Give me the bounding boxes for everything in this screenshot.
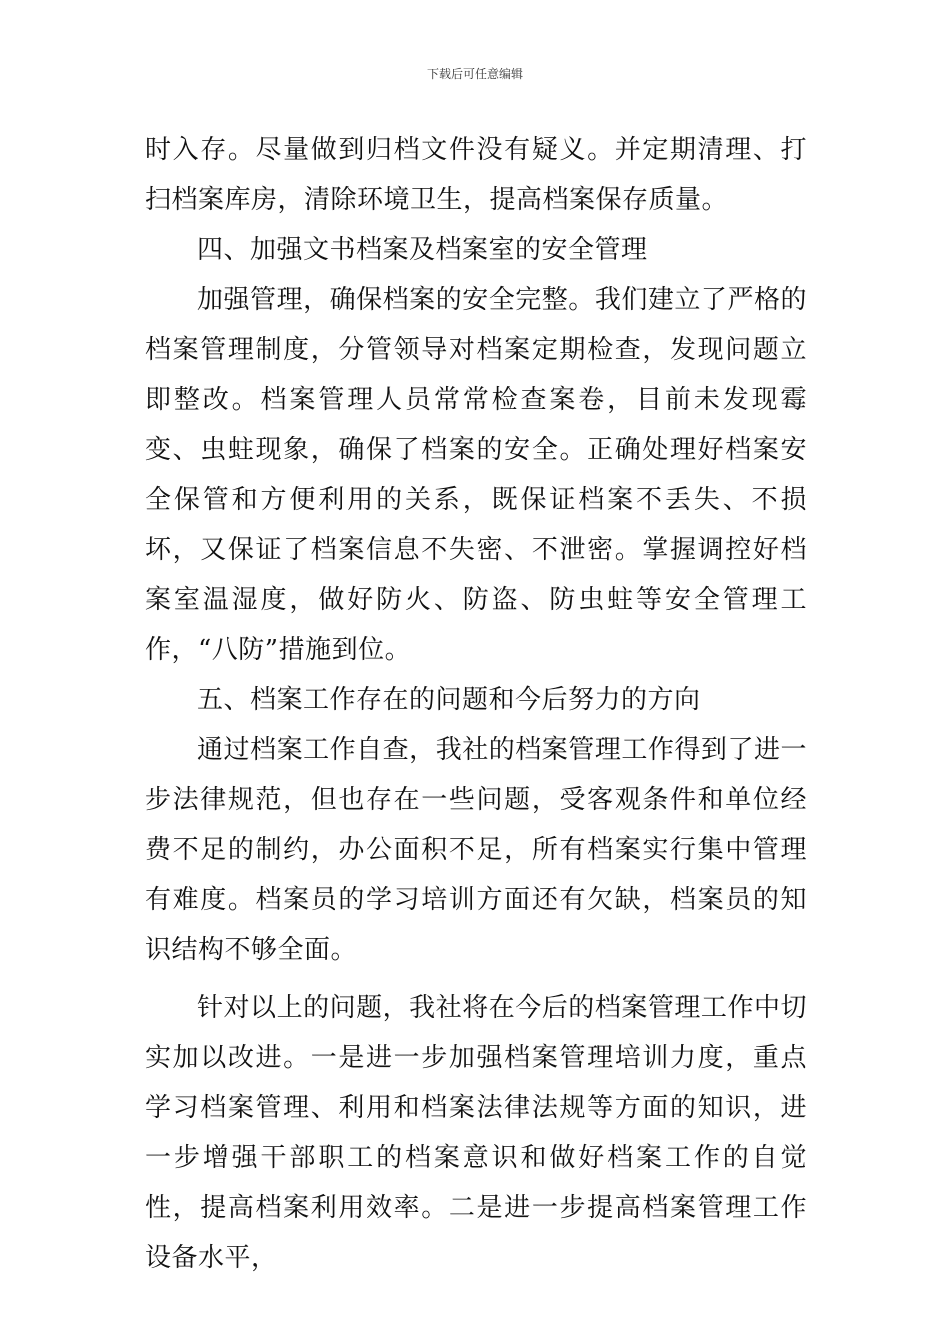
section-heading-5: 五、档案工作存在的问题和今后努力的方向 xyxy=(197,685,701,715)
section-heading-4: 四、加强文书档案及档案室的安全管理 xyxy=(197,235,648,265)
document-body xyxy=(145,125,807,1283)
page-header: 下载后可任意编辑 xyxy=(426,67,523,81)
paragraph-existing-problems: 通过档案工作自查，我社的档案管理工作得到了进一步法律规范，但也存在一些问题，受客观条件和单位经费不足的制约，办公面积不足，所有档案实行集中管理有难度。档案员的学习培训方面还有欠缺，档案员的知识结构不够全面。 xyxy=(145,735,807,965)
paragraph-improvements: 针对以上的问题，我社将在今后的档案管理工作中切实加以改进。一是进一步加强档案管理培训力度，重点学习档案管理、利用和档案法律法规等方面的知识，进一步增强干部职工的档案意识和做好档案工作的自觉性，提高档案利用效率。二是进一步提高档案管理工作设备水平， xyxy=(145,993,807,1273)
paragraph-continuation: 时入存。尽量做到归档文件没有疑义。并定期清理、打扫档案库房，清除环境卫生，提高档案保存质量。 xyxy=(145,135,807,215)
paragraph-security-management: 加强管理，确保档案的安全完整。我们建立了严格的档案管理制度，分管领导对档案定期检查，发现问题立即整改。档案管理人员常常检查案卷，目前未发现霉变、虫蛀现象，确保了档案的安全。正确处理好档案安全保管和方便利用的关系，既保证档案不丢失、不损坏，又保证了档案信息不失密、不泄密。掌握调控好档案室温湿度，做好防火、防盗、防虫蛀等安全管理工作，“八防”措施到位。 xyxy=(145,285,807,665)
